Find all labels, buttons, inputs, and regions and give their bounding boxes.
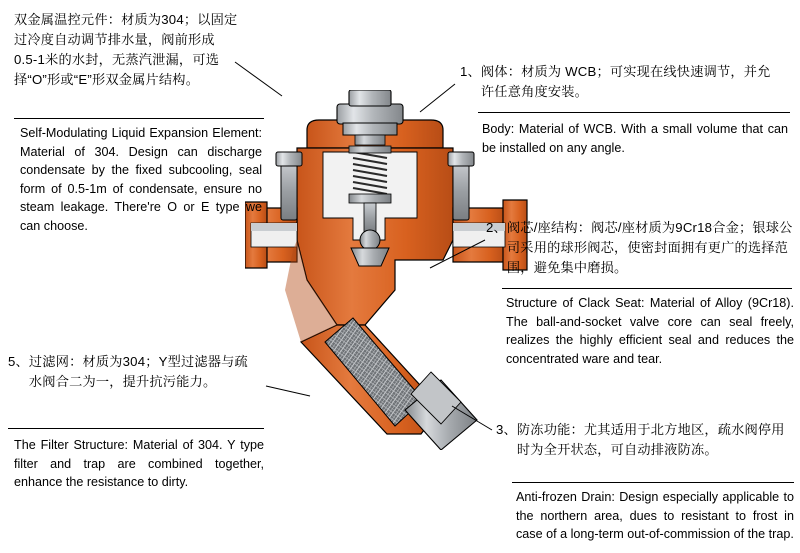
callout-3 xyxy=(496,420,796,460)
callout-5 xyxy=(8,352,258,392)
callout-1-en: Body: Material of WCB. With a small volume that can be installed on any angle. xyxy=(482,122,788,155)
callout-4 xyxy=(14,10,238,90)
callout-5-number: 5、 xyxy=(8,354,29,369)
callout-1-en-wrap xyxy=(482,120,788,157)
callout-2 xyxy=(486,218,796,278)
callout-1-divider xyxy=(478,112,790,113)
callout-2-number: 2、 xyxy=(486,220,507,235)
callout-5-en-wrap xyxy=(14,436,264,492)
callout-2-en-wrap xyxy=(506,294,794,368)
callout-2-divider xyxy=(502,288,792,289)
callout-4-en: Self-Modulating Liquid Expansion Element: Material of 304. Design can discharge condensate by the fixed subcooling, seal form of 0.5-1m of condensate, ensure no steam leakage. There're O or E type we can choose. xyxy=(20,126,262,233)
callout-2-en: Structure of Clack Seat: Material of Alloy (9Cr18). The ball-and-socket valve core can seal freely, realizes the highly efficient seal and reduces the concentrated ware and tear. xyxy=(506,296,794,366)
callout-2-cn: 阀芯/座结构：阀芯/座材质为9Cr18合金；银球公司采用的球形阀芯，使密封面拥有更广的选择范围，避免集中磨损。 xyxy=(506,220,793,275)
callout-1-number: 1、 xyxy=(460,64,481,79)
callout-5-cn: 过滤网：材质为304；Y型过滤器与疏水阀合二为一，提升抗污能力。 xyxy=(28,354,248,389)
callout-3-number: 3、 xyxy=(496,422,517,437)
callout-3-cn: 防冻功能：尤其适用于北方地区，疏水阀停用时为全开状态，可自动排液防冻。 xyxy=(516,422,785,457)
callout-5-en: The Filter Structure: Material of 304. Y type filter and trap are combined together, enhance the resistance to dirty. xyxy=(14,438,264,489)
callout-3-en-wrap xyxy=(516,488,794,544)
callout-1 xyxy=(460,62,780,102)
callout-4-cn: 双金属温控元件：材质为304；以固定过冷度自动调节排水量，阀前形成0.5-1米的水封，无蒸汽泄漏，可选择“O”形或“E”形双金属片结构。 xyxy=(14,12,238,87)
callout-4-divider xyxy=(14,118,264,119)
callout-3-divider xyxy=(512,482,794,483)
callout-4-en-wrap xyxy=(20,124,262,235)
callout-3-en: Anti-frozen Drain: Design especially applicable to the northern area, dues to resistant to frost in case of a long-term out-of-commission of the trap. xyxy=(516,490,794,541)
callout-1-cn: 阀体：材质为 WCB；可实现在线快速调节，并允许任意角度安装。 xyxy=(480,64,771,99)
callout-5-divider xyxy=(8,428,264,429)
